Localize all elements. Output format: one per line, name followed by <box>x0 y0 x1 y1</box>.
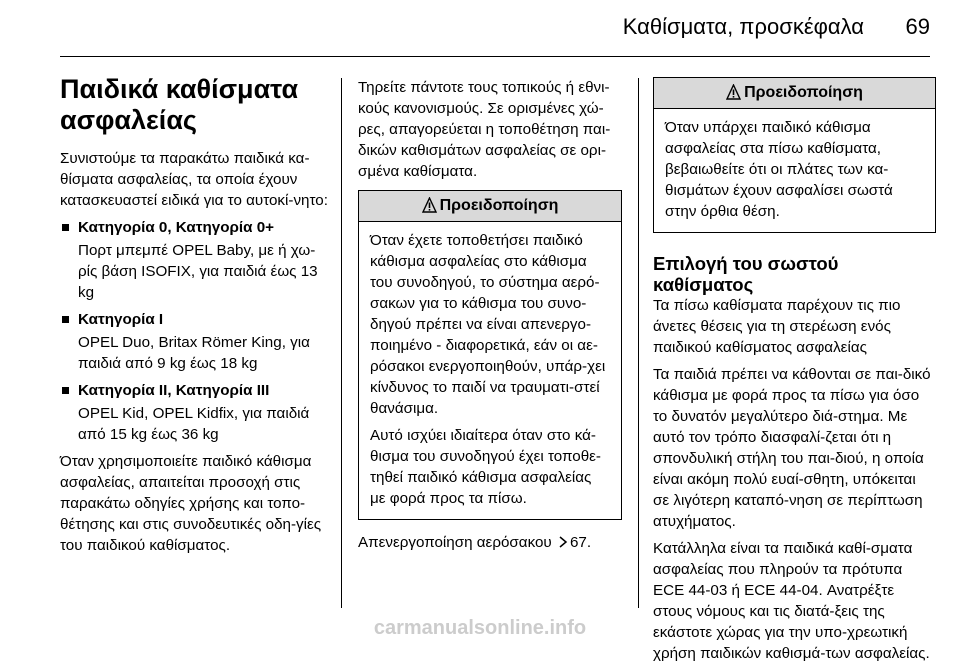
warning-triangle-icon <box>726 81 741 111</box>
warning-paragraph: Όταν υπάρχει παιδικό κάθισμα ασφαλείας στα πίσω καθίσματα, βεβαιωθείτε ότι οι πλάτες των κα-θισμάτων έχουν ασφαλίσει σωστά στην όρθια θέση. <box>665 119 893 220</box>
bullet-text: OPEL Duo, Britax Römer King, για παιδιά από 9 kg έως 18 kg <box>78 334 310 372</box>
warning-label: Προειδοποίηση <box>439 197 559 214</box>
right-column <box>653 77 936 670</box>
body-paragraph: Τα παιδιά πρέπει να κάθονται σε παι-δικό κάθισμα με φορά προς τα πίσω για όσο το δυνατόν μεγαλύτερο διά-στημα. Με αυτό τον τρόπο διασφαλί-ζεται ότι η σπονδυλική στήλη του παι-διού, η οποία είναι ακόμη πολύ ευαί-σθητη, υπόκειται σε λιγότερη καταπό-νηση σε περίπτωση ατυχήματος. <box>653 366 931 530</box>
bullet-heading: Κατηγορία I <box>60 309 330 330</box>
warning-header <box>359 191 621 222</box>
subsection-title: Επιλογή του σωστού καθίσματος <box>653 253 839 295</box>
body-paragraph: Κατάλληλα είναι τα παιδικά καθί-σματα ασφαλείας που πληρούν τα πρότυπα ECE 44-03 ή ECE 44-04. Ανατρέξτε στους νόμους και τις διατά-ξεις της εκάστοτε χώρας για την υπο-χρεωτική χρήση παιδικών καθισμά-των ασφαλείας. <box>653 540 930 662</box>
body-paragraph: Τα πίσω καθίσματα παρέχουν τις πιο άνετες θέσεις για τη στερέωση ενός παιδικού καθίσματος ασφαλείας <box>653 297 901 356</box>
bullet-heading: Κατηγορία 0, Κατηγορία 0+ <box>60 217 330 238</box>
warning-body <box>359 222 621 519</box>
left-column <box>60 74 330 562</box>
cross-reference: Απενεργοποίηση αερόσακου 67. <box>358 532 622 554</box>
column-divider-right <box>638 78 639 608</box>
header-title: Καθίσματα, προσκέφαλα <box>622 14 864 39</box>
intro-paragraph: Τηρείτε πάντοτε τους τοπικούς ή εθνι-κούς κανονισμούς. Σε ορισμένες χώ-ρες, απαγορεύεται η τοποθέτηση παι-δικών καθισμάτων ασφαλείας σε ορι-σμένα καθίσματα. <box>358 79 611 180</box>
warning-box <box>653 77 936 233</box>
header-rule <box>60 56 930 57</box>
bullet-item <box>60 309 330 374</box>
warning-label: Προειδοποίηση <box>744 84 863 101</box>
bullet-text: Πορτ μπεμπέ OPEL Baby, με ή χω-ρίς βάση ISOFIX, για παιδιά έως 13 kg <box>78 242 318 301</box>
section-title: Παιδικά καθίσματα ασφαλείας <box>60 74 299 135</box>
bullet-text: OPEL Kid, OPEL Kidfix, για παιδιά από 15 kg έως 36 kg <box>78 405 310 443</box>
middle-column <box>358 77 622 560</box>
page-number: 69 <box>905 14 930 39</box>
closing-paragraph: Όταν χρησιμοποιείτε παιδικό κάθισμα ασφαλείας, απαιτείται προσοχή στις παρακάτω οδηγίες χρήσης και τοπο-θέτησης και στις συνοδευτικές οδη-γίες του παιδικού καθίσματος. <box>60 453 322 554</box>
warning-body <box>654 109 935 232</box>
bullet-item <box>60 380 330 445</box>
page-reference-arrow-icon <box>558 533 568 554</box>
intro-paragraph: Συνιστούμε τα παρακάτω παιδικά κα-θίσματα ασφαλείας, τα οποία έχουν κατασκευαστεί ειδικά για το αυτοκί-νητο: <box>60 150 328 209</box>
warning-paragraph: Αυτό ισχύει ιδιαίτερα όταν στο κά-θισμα του συνοδηγού έχει τοποθε-τηθεί παιδικό κάθισμα ασφαλείας με φορά προς τα πίσω. <box>370 427 601 507</box>
warning-box <box>358 190 622 520</box>
warning-triangle-icon <box>422 194 437 224</box>
bullet-item <box>60 217 330 303</box>
column-divider-left <box>341 78 342 608</box>
watermark: carmanualsonline.info <box>373 617 587 639</box>
warning-paragraph: Όταν έχετε τοποθετήσει παιδικό κάθισμα ασφαλείας στο κάθισμα του συνοδηγού, το σύστημα αερό-σακων για το κάθισμα του συνο-δηγού πρέπει να είναι απενεργο-ποιημένο - διαφορετικά, εάν οι αε-ρόσακοι ενεργοποιηθούν, υπάρ-χει κίνδυνος το παιδί να τραυματι-στεί θανάσιμα. <box>370 232 606 417</box>
reference-page: 67. <box>569 534 592 551</box>
warning-header <box>654 78 935 109</box>
bullet-heading: Κατηγορία II, Κατηγορία III <box>60 380 330 401</box>
